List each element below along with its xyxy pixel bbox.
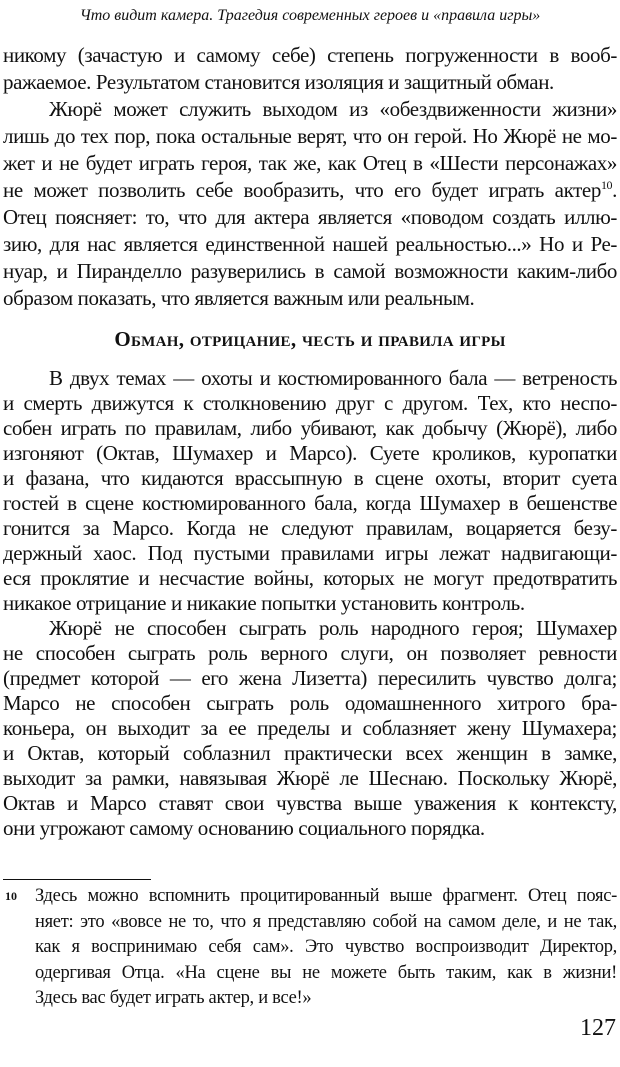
line-text: Жюрё может служить выходом из «обездвиженности жизни» [49,97,617,121]
text-line [3,566,617,591]
line-text: лишь до тех пор, пока остальные верят, что он герой. Но Жюрё не мо- [3,124,617,148]
text-line [3,177,617,204]
line-text: и фазана, что кидаются врассыпную в сцене охоты, вторит суета [3,466,617,490]
text-line [35,986,617,1012]
text-line [3,766,617,791]
line-text: гонится за Марсо. Когда не следуют правилам, воцаряется безу- [3,516,617,540]
text-line [3,69,617,96]
line-text: собен играть по правилам, либо убивают, как добычу (Жюрё), либо [3,416,617,440]
text-line [3,42,617,69]
text-line [35,935,617,961]
line-text: никому (зачастую и самому себе) степень погруженности в вооб- [3,43,617,67]
line-text: коньера, он выходит за ее пределы и соблазняет жену Шумахера; [3,716,617,740]
text-line [3,516,617,541]
text-line [3,123,617,150]
text-line [3,791,617,816]
text-line [3,541,617,566]
line-text: они угрожают самому основанию социального порядка. [3,816,485,840]
text-line [3,416,617,441]
line-text: В двух темах — охоты и костюмированного бала — ветреность [49,366,617,390]
text-line [3,391,617,416]
text-line [3,285,617,312]
line-text: Отец поясняет: то, что для актера является «поводом создать иллю- [3,205,617,229]
text-line [3,666,617,691]
footnote [3,884,617,1012]
line-text: и смерть движутся к столкновению друг с другом. Тех, кто неспо- [3,391,617,415]
line-text: Здесь можно вспомнить процитированный выше фрагмент. Отец пояс- [35,886,617,906]
line-text: Октав и Марсо ставят свои чувства выше уважения к контексту, [3,791,617,815]
line-text: не способен сыграть роль верного слуги, он позволяет ревности [3,641,617,665]
page-number: 127 [580,1014,616,1041]
line-text: образом показать, что является важным или реальным. [3,286,475,310]
line-text: держный хаос. Под пустыми правилами игры лежат надвигающи- [3,541,617,565]
paragraphs-top [3,42,617,312]
running-head: Что видит камера. Трагедия современных героев и «правила игры» [79,7,541,24]
line-text: (предмет которой — его жена Лизетта) пересилить чувство долга; [3,666,617,690]
text-line [35,910,617,936]
text-line [35,884,617,910]
text-line [3,96,617,123]
footnote-divider [3,879,151,880]
line-text: зию, для нас является единственной нашей реальностью...» Но и Ре- [3,232,617,256]
line-text: еся проклятие и несчастие войны, которых не могут предотвратить [3,566,617,590]
paragraphs-main [3,366,617,841]
line-text: ражаемое. Результатом становится изоляция и защитный обман. [3,70,554,94]
line-text: гостей в сцене костюмированного бала, когда Шумахер в бешенстве [3,491,617,515]
text-line [3,616,617,641]
line-text: как я воспринимаю себя сам». Это чувство воспроизводит Директор, [35,937,617,957]
text-line [3,816,617,841]
line-text: и Октав, который соблазнил практически всех женщин в замке, [3,741,617,765]
text-line [3,204,617,231]
text-line [3,231,617,258]
footnote-text [35,884,617,1012]
text-line [35,961,617,987]
footnote-number: 10 [5,889,17,903]
text-line [3,716,617,741]
line-text: изгоняют (Октав, Шумахер и Марсо). Суете кроликов, куропатки [3,441,617,465]
line-text: жет и не будет играть героя, так же, как Отец в «Шести персонажах» [3,151,617,175]
line-text: няет: это «вовсе не то, что я представляю собой на самом деле, и не так, [35,911,617,932]
text-line [3,641,617,666]
text-line [3,741,617,766]
line-text: одергивая Отца. «На сцене вы не можете быть таким, как в жизни! [35,962,617,983]
line-tail: . [612,178,617,202]
text-line [3,491,617,516]
footnote-ref[interactable]: 10 [600,178,613,192]
line-text: Марсо не способен сыграть роль одомашненного хитрого бра- [3,691,617,715]
section-heading: Обман, отрицание, честь и правила игры [114,327,506,351]
line-text: Здесь вас будет играть актер, и все!» [35,988,312,1008]
line-text: никакое отрицание и никакие попытки установить контроль. [3,591,525,615]
text-line [3,591,617,616]
text-line [3,258,617,285]
line-text: не может позволить себе вообразить, что его будет играть актер [3,178,601,202]
text-line [3,150,617,177]
line-text: нуар, и Пиранделло разуверились в самой возможности каким-либо [3,259,617,283]
text-line [3,691,617,716]
text-line [3,466,617,491]
text-line [3,441,617,466]
text-line [3,366,617,391]
line-text: выходит за рамки, навязывая Жюрё ле Шеснаю. Поскольку Жюрё, [3,766,617,790]
line-text: Жюрё не способен сыграть роль народного героя; Шумахер [49,616,617,640]
